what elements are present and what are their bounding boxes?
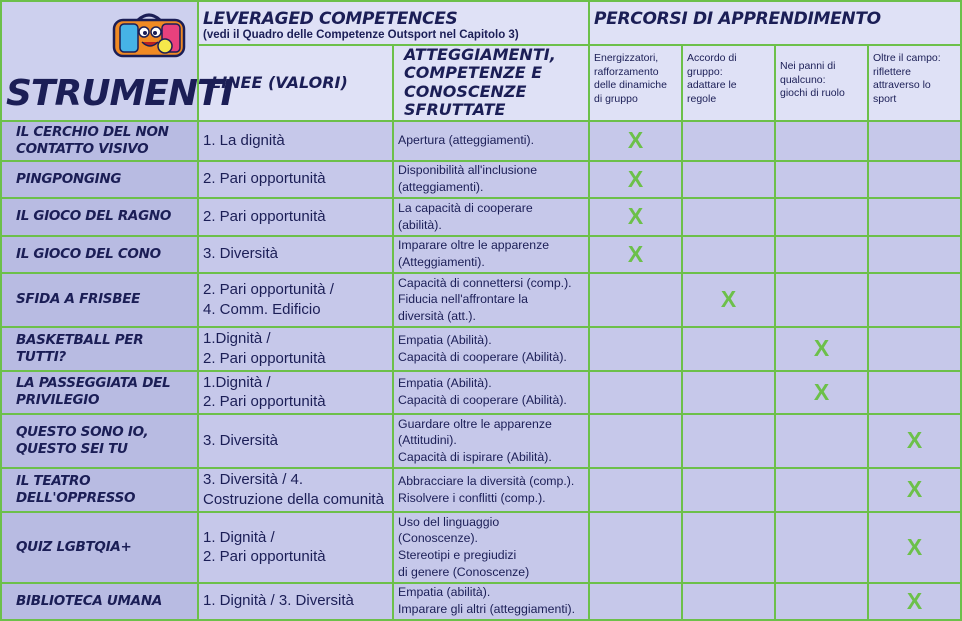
table-row xyxy=(1,468,961,512)
strumenti-label: STRUMENTI xyxy=(6,72,233,114)
attitudes-value: Capacità di connettersi (comp.). Fiducia nell'affrontare la diversità (att.). xyxy=(393,273,589,327)
path-check-mark xyxy=(868,371,961,414)
path-role-play-header: Nei panni di qualcuno: giochi di ruolo xyxy=(775,45,868,121)
path-check-mark xyxy=(589,583,682,620)
sports-bag-mascot-icon xyxy=(110,10,190,60)
attitudes-value: Empatia (Abilità). Capacità di cooperare (Abilità). xyxy=(393,327,589,371)
path-check-mark: X xyxy=(868,512,961,583)
path-check-mark xyxy=(589,512,682,583)
attitudes-value: Abbracciare la diversità (comp.). Risolvere i conflitti (comp.). xyxy=(393,468,589,512)
path-check-mark xyxy=(682,198,775,236)
path-check-mark: X xyxy=(589,161,682,198)
table-row xyxy=(1,414,961,468)
path-check-mark xyxy=(775,273,868,327)
path-check-mark xyxy=(775,583,868,620)
path-check-mark xyxy=(868,161,961,198)
path-check-mark xyxy=(589,414,682,468)
linee-value: 3. Diversità xyxy=(198,414,393,468)
tool-name: IL CERCHIO DEL NON CONTATTO VISIVO xyxy=(1,121,198,161)
path-check-mark xyxy=(589,273,682,327)
table-row xyxy=(1,583,961,620)
leveraged-header xyxy=(198,1,589,45)
path-check-mark xyxy=(775,236,868,273)
path-check-mark xyxy=(868,121,961,161)
tool-name: IL GIOCO DEL CONO xyxy=(1,236,198,273)
linee-value: 3. Diversità / 4. Costruzione della comunità xyxy=(198,468,393,512)
path-beyond-field-header: Oltre il campo: riflettere attraverso lo sport xyxy=(868,45,961,121)
path-group-agreement-header: Accordo di gruppo: adattare le regole xyxy=(682,45,775,121)
path-energizers-header: Energizzatori, rafforzamento delle dinamiche di gruppo xyxy=(589,45,682,121)
tool-name: BIBLIOTECA UMANA xyxy=(1,583,198,620)
linee-value: 1.Dignità / 2. Pari opportunità xyxy=(198,327,393,371)
linee-value: 2. Pari opportunità xyxy=(198,198,393,236)
tool-name: IL GIOCO DEL RAGNO xyxy=(1,198,198,236)
percorsi-title: PERCORSI DI APPRENDIMENTO xyxy=(594,9,881,29)
path-check-mark xyxy=(868,273,961,327)
linee-value: 2. Pari opportunità / 4. Comm. Edificio xyxy=(198,273,393,327)
tool-name: BASKETBALL PER TUTTI? xyxy=(1,327,198,371)
attitudes-value: Uso del linguaggio (Conoscenze). Stereotipi e pregiudizi di genere (Conoscenze) xyxy=(393,512,589,583)
attitudes-value: La capacità di cooperare (abilità). xyxy=(393,198,589,236)
table-row xyxy=(1,198,961,236)
path-check-mark xyxy=(775,512,868,583)
table-row xyxy=(1,327,961,371)
linee-value: 1. Dignità / 2. Pari opportunità xyxy=(198,512,393,583)
path-check-mark xyxy=(589,468,682,512)
path-check-mark xyxy=(682,512,775,583)
path-check-mark xyxy=(589,327,682,371)
path-check-mark xyxy=(682,236,775,273)
path-check-mark xyxy=(775,161,868,198)
percorsi-header xyxy=(589,1,961,45)
path-check-mark xyxy=(868,327,961,371)
table-row xyxy=(1,371,961,414)
path-check-mark: X xyxy=(682,273,775,327)
path-check-mark: X xyxy=(589,121,682,161)
path-check-mark: X xyxy=(589,198,682,236)
table-row xyxy=(1,161,961,198)
path-check-mark xyxy=(682,121,775,161)
tool-name: IL TEATRO DELL'OPPRESSO xyxy=(1,468,198,512)
strumenti-header xyxy=(1,1,233,121)
path-check-mark xyxy=(775,198,868,236)
path-check-mark xyxy=(868,198,961,236)
path-check-mark: X xyxy=(868,468,961,512)
tool-name: PINGPONGING xyxy=(1,161,198,198)
table-row xyxy=(1,121,961,161)
leveraged-title: LEVERAGED COMPETENCES xyxy=(203,9,458,29)
path-check-mark xyxy=(868,236,961,273)
path-check-mark: X xyxy=(589,236,682,273)
attitudes-value: Empatia (abilità). Imparare gli altri (atteggiamenti). xyxy=(393,583,589,620)
tool-name: QUESTO SONO IO, QUESTO SEI TU xyxy=(1,414,198,468)
linee-header: LINEE (VALORI) xyxy=(198,45,393,121)
path-check-mark: X xyxy=(775,371,868,414)
linee-value: 3. Diversità xyxy=(198,236,393,273)
tool-name: LA PASSEGGIATA DEL PRIVILEGIO xyxy=(1,371,198,414)
path-check-mark xyxy=(682,414,775,468)
table-row xyxy=(1,236,961,273)
path-check-mark: X xyxy=(868,414,961,468)
attitudes-value: Guardare oltre le apparenze (Attitudini). Capacità di ispirare (Abilità). xyxy=(393,414,589,468)
path-check-mark xyxy=(775,414,868,468)
path-check-mark xyxy=(682,468,775,512)
linee-value: 1. La dignità xyxy=(198,121,393,161)
linee-value: 1. Dignità / 3. Diversità xyxy=(198,583,393,620)
path-check-mark xyxy=(682,161,775,198)
tool-name: QUIZ LGBTQIA+ xyxy=(1,512,198,583)
table-row xyxy=(1,512,961,583)
attitudes-value: Imparare oltre le apparenze (Atteggiamenti). xyxy=(393,236,589,273)
linee-value: 1.Dignità / 2. Pari opportunità xyxy=(198,371,393,414)
path-check-mark xyxy=(682,583,775,620)
path-check-mark xyxy=(775,468,868,512)
tool-name: SFIDA A FRISBEE xyxy=(1,273,198,327)
leveraged-subtitle: (vedi il Quadro delle Competenze Outsport nel Capitolo 3) xyxy=(203,28,519,41)
linee-value: 2. Pari opportunità xyxy=(198,161,393,198)
attitudes-header: ATTEGGIAMENTI, COMPETENZE E CONOSCENZE SFRUTTATE xyxy=(393,45,589,121)
path-check-mark: X xyxy=(868,583,961,620)
path-check-mark xyxy=(682,327,775,371)
attitudes-value: Apertura (atteggiamenti). xyxy=(393,121,589,161)
path-check-mark xyxy=(775,121,868,161)
table-row xyxy=(1,273,961,327)
attitudes-value: Empatia (Abilità). Capacità di cooperare (Abilità). xyxy=(393,371,589,414)
path-check-mark xyxy=(589,371,682,414)
attitudes-value: Disponibilità all'inclusione (atteggiamenti). xyxy=(393,161,589,198)
path-check-mark xyxy=(682,371,775,414)
path-check-mark: X xyxy=(775,327,868,371)
